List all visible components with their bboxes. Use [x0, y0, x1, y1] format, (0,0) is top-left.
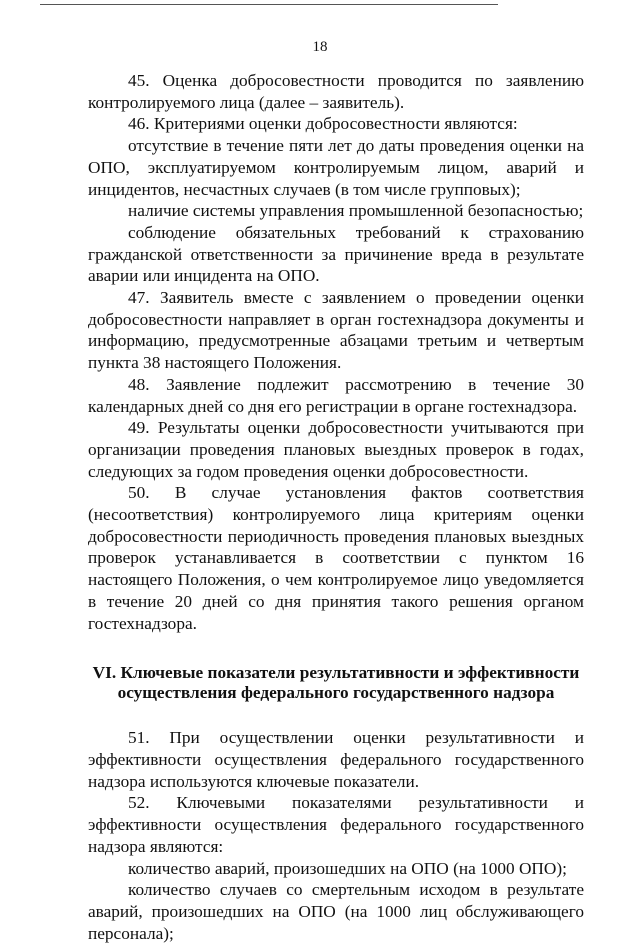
paragraph-46: 46. Критериями оценки добросовестности являются: [128, 114, 518, 134]
document-body [88, 70, 584, 944]
paragraph-45: 45. Оценка добросовестности проводится по заявлению контролируемого лица (далее – заявитель). [88, 71, 584, 112]
page-number: 18 [312, 39, 328, 55]
paragraph-48: 48. Заявление подлежит рассмотрению в течение 30 календарных дней со дня его регистрации в органе гостехнадзора. [88, 374, 584, 416]
indicator-fatalities-count: количество случаев со смертельным исходом в результате аварий, произошедших на ОПО (на 1000 лиц обслуживающего персонала); [88, 880, 584, 943]
paragraph-49: 49. Результаты оценки добросовестности учитываются при организации проведения плановых выездных проверок в годах, следующих за годом проведения оценки добросовестности. [88, 418, 584, 481]
section-heading [88, 663, 584, 703]
criterion-insurance: соблюдение обязательных требований к страхованию гражданской ответственности за причинение вреда в результате аварии или инцидента на ОПО. [88, 222, 584, 286]
paragraph-50: 50. В случае установления фактов соответствия (несоответствия) контролируемого лица критериям оценки добросовестности периодичность проведения плановых выездных проверок устанавливается в соответствии с пунктом 16 настоящего Положения, о чем контролируемое лицо уведомляется в течение 20 дней со дня принятия такого решения органом гостехнадзора. [88, 483, 584, 633]
paragraph-52: 52. Ключевыми показателями результативности и эффективности осуществления федерального государственного надзора являются: [88, 793, 584, 856]
paragraph-51: 51. При осуществлении оценки результативности и эффективности осуществления федерального государственного надзора используются ключевые показатели. [88, 728, 584, 791]
paragraph-47: 47. Заявитель вместе с заявлением о проведении оценки добросовестности направляет в орган гостехнадзора документы и информацию, предусмотренные абзацами третьим и четвертым пункта 38 настоящего Положения. [88, 288, 584, 373]
criterion-safety-management: наличие системы управления промышленной безопасностью; [128, 201, 584, 221]
section-heading-line-1: VI. Ключевые показатели результативности и эффективности [92, 663, 580, 683]
page-top-border [40, 4, 498, 5]
criterion-no-accidents: отсутствие в течение пяти лет до даты проведения оценки на ОПО, эксплуатируемом контролируемым лицом, аварий и инцидентов, несчастных случаев (в том числе групповых); [88, 136, 584, 199]
section-heading-line-2: осуществления федерального государственного надзора [117, 683, 555, 703]
indicator-accidents-count: количество аварий, произошедших на ОПО (на 1000 ОПО); [128, 858, 567, 878]
